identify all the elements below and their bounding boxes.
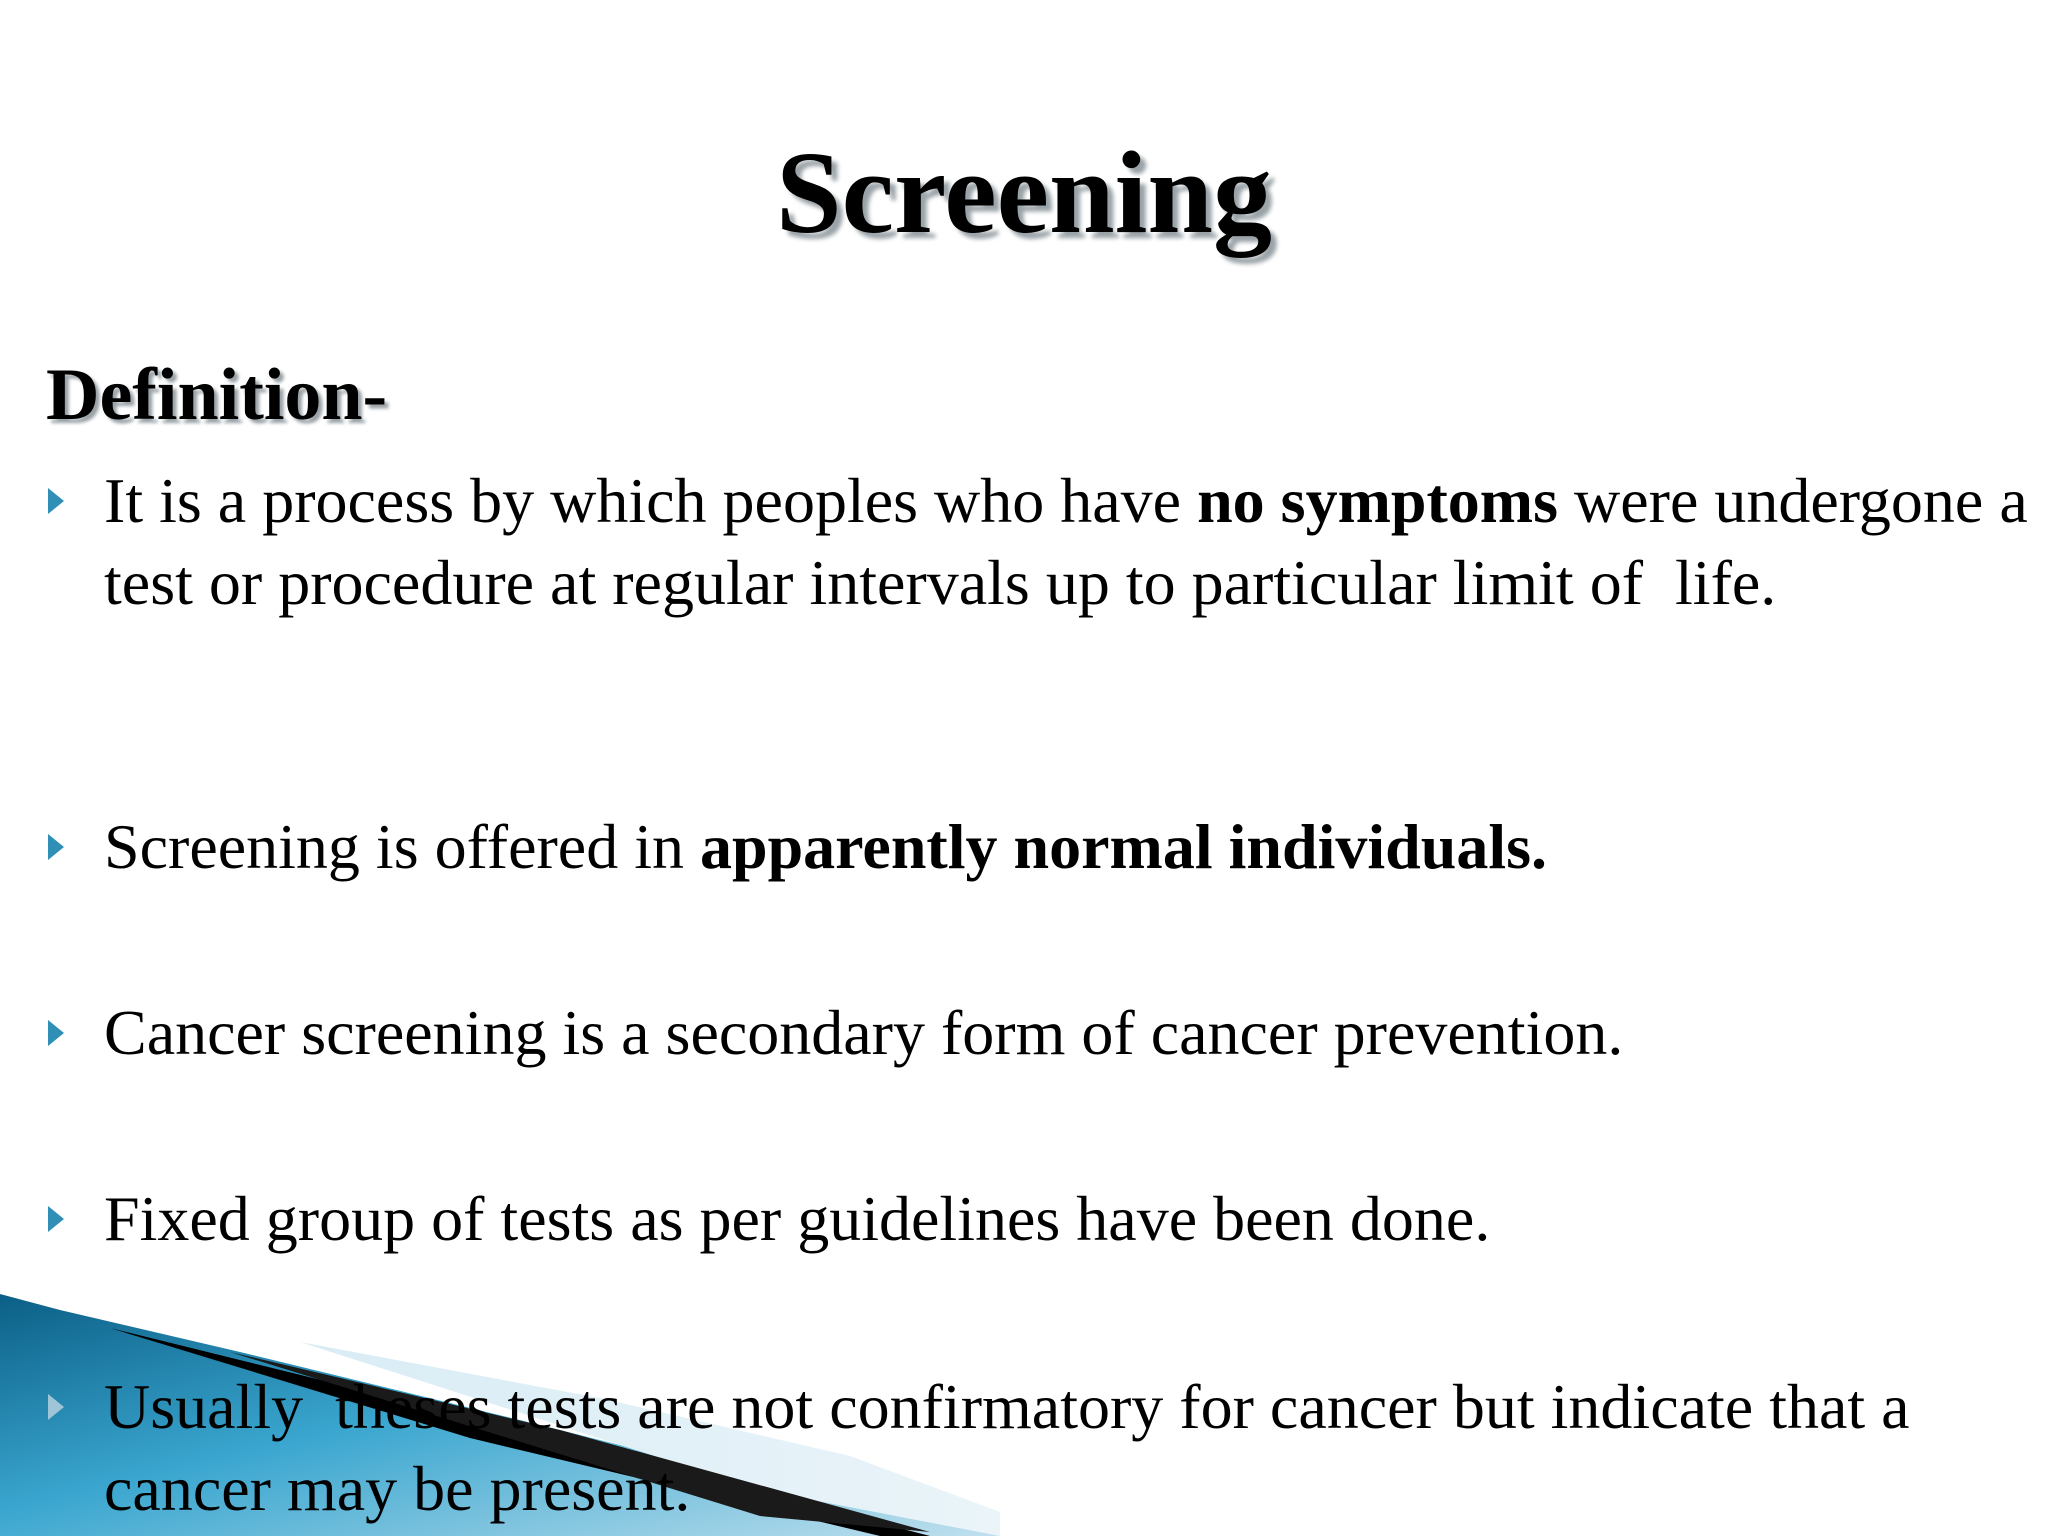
triangle-right-bullet-icon bbox=[48, 488, 64, 514]
bullet-text bbox=[104, 992, 2048, 1074]
bullet-text-plain: Fixed group of tests as per guidelines have been done. bbox=[104, 1183, 1491, 1254]
slide-title: Screening bbox=[775, 127, 1273, 258]
triangle-right-bullet-icon bbox=[48, 834, 64, 860]
bullet-text-plain: Screening is offered in bbox=[104, 811, 700, 882]
bullet-text-bold: no symptoms bbox=[1197, 465, 1558, 536]
bullet-text bbox=[104, 806, 2048, 888]
triangle-right-bullet-icon bbox=[48, 1394, 64, 1420]
bullet-text-bold: apparently normal individuals. bbox=[699, 811, 1547, 882]
bullet-text-plain: Usually theses tests are not confirmatory for cancer but indicate that a cancer may be present. bbox=[104, 1371, 1926, 1524]
bullet-text bbox=[104, 1178, 2048, 1260]
bullet-text-plain: were undergone a test or procedure at regular intervals up to particular limit of life. bbox=[104, 465, 2044, 618]
bullet-text bbox=[104, 1366, 2048, 1530]
triangle-right-bullet-icon bbox=[48, 1206, 64, 1232]
triangle-right-bullet-icon bbox=[48, 1020, 64, 1046]
bullet-text-plain: It is a process by which peoples who have bbox=[104, 465, 1198, 536]
definition-heading: Definition- bbox=[46, 354, 388, 436]
bullet-text bbox=[104, 460, 2048, 624]
bullet-text-plain: Cancer screening is a secondary form of cancer prevention. bbox=[104, 997, 1624, 1068]
